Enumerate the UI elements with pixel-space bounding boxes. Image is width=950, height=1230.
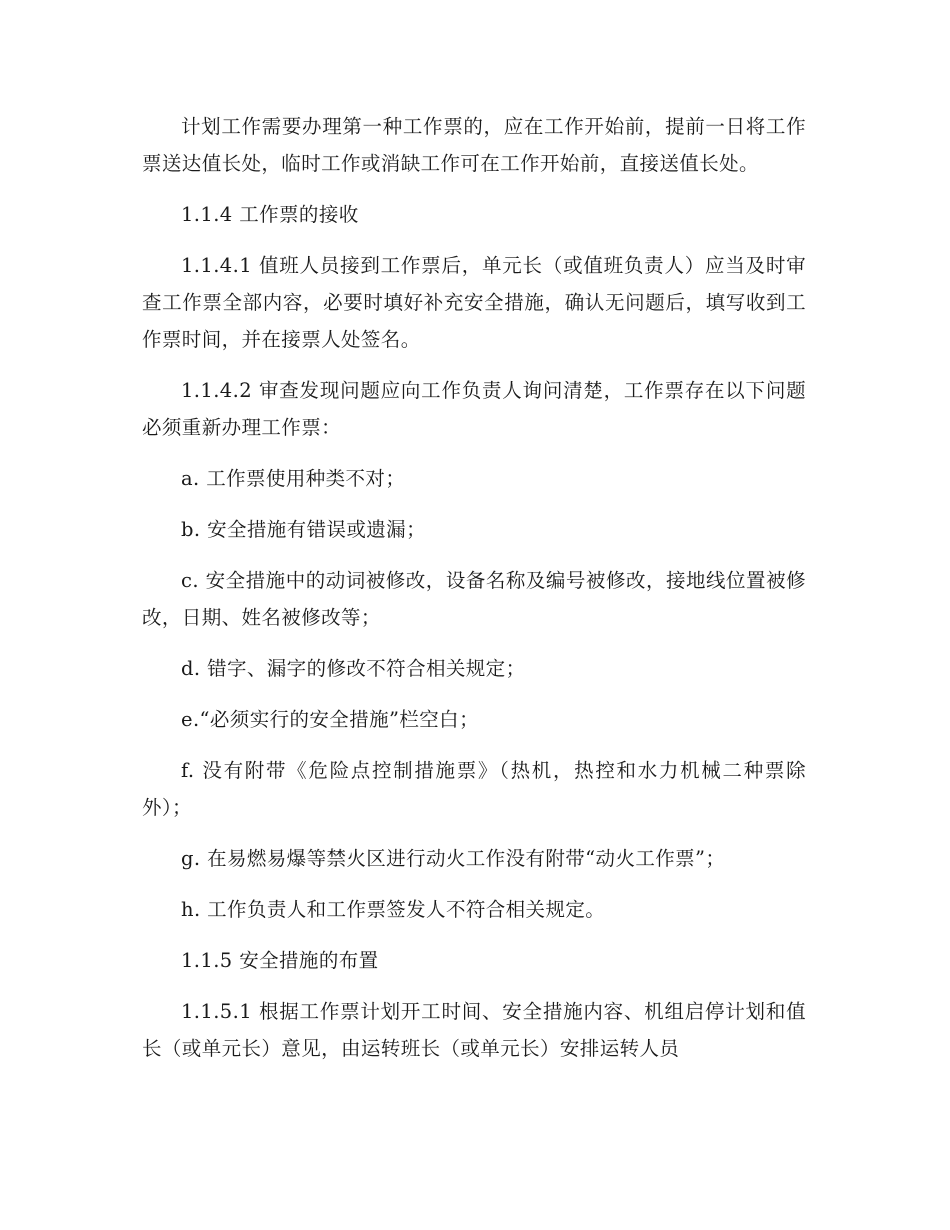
paragraph-1-1-5-1: 1.1.5.1 根据工作票计划开工时间、安全措施内容、机组启停计划和值长（或单元长）意见，由运转班长（或单元长）安排运转人员 xyxy=(142,1000,806,1060)
heading-1-1-4-ticket-receipt: 1.1.4 工作票的接收 xyxy=(181,203,359,226)
list-item-g: g. 在易燃易爆等禁火区进行动火工作没有附带“动火工作票”； xyxy=(181,847,726,870)
list-item-f: f. 没有附带《危险点控制措施票》（热机，热控和水力机械二种票除外）； xyxy=(142,759,806,819)
paragraph-1-1-4-2: 1.1.4.2 审查发现问题应向工作负责人询问清楚，工作票存在以下问题必须重新办理工作票： xyxy=(142,379,806,439)
list-item-h: h. 工作负责人和工作票签发人不符合相关规定。 xyxy=(181,898,606,921)
paragraph-work-ticket-submission: 计划工作需要办理第一种工作票的，应在工作开始前，提前一日将工作票送达值长处，临时工作或消缺工作可在工作开始前，直接送值长处。 xyxy=(142,115,806,175)
list-item-c: c. 安全措施中的动词被修改，设备名称及编号被修改，接地线位置被修改，日期、姓名被修改等； xyxy=(142,569,806,629)
list-item-a: a. 工作票使用种类不对； xyxy=(181,467,406,490)
list-item-d: d. 错字、漏字的修改不符合相关规定； xyxy=(181,657,526,680)
list-item-b: b. 安全措施有错误或遗漏； xyxy=(181,518,426,541)
paragraph-1-1-4-1: 1.1.4.1 值班人员接到工作票后，单元长（或值班负责人）应当及时审查工作票全部内容，必要时填好补充安全措施，确认无问题后，填写收到工作票时间，并在接票人处签名。 xyxy=(142,254,806,351)
heading-1-1-5-safety-measures: 1.1.5 安全措施的布置 xyxy=(181,949,379,972)
list-item-e: e.“必须实行的安全措施”栏空白； xyxy=(181,708,479,731)
document-body xyxy=(142,108,806,1067)
